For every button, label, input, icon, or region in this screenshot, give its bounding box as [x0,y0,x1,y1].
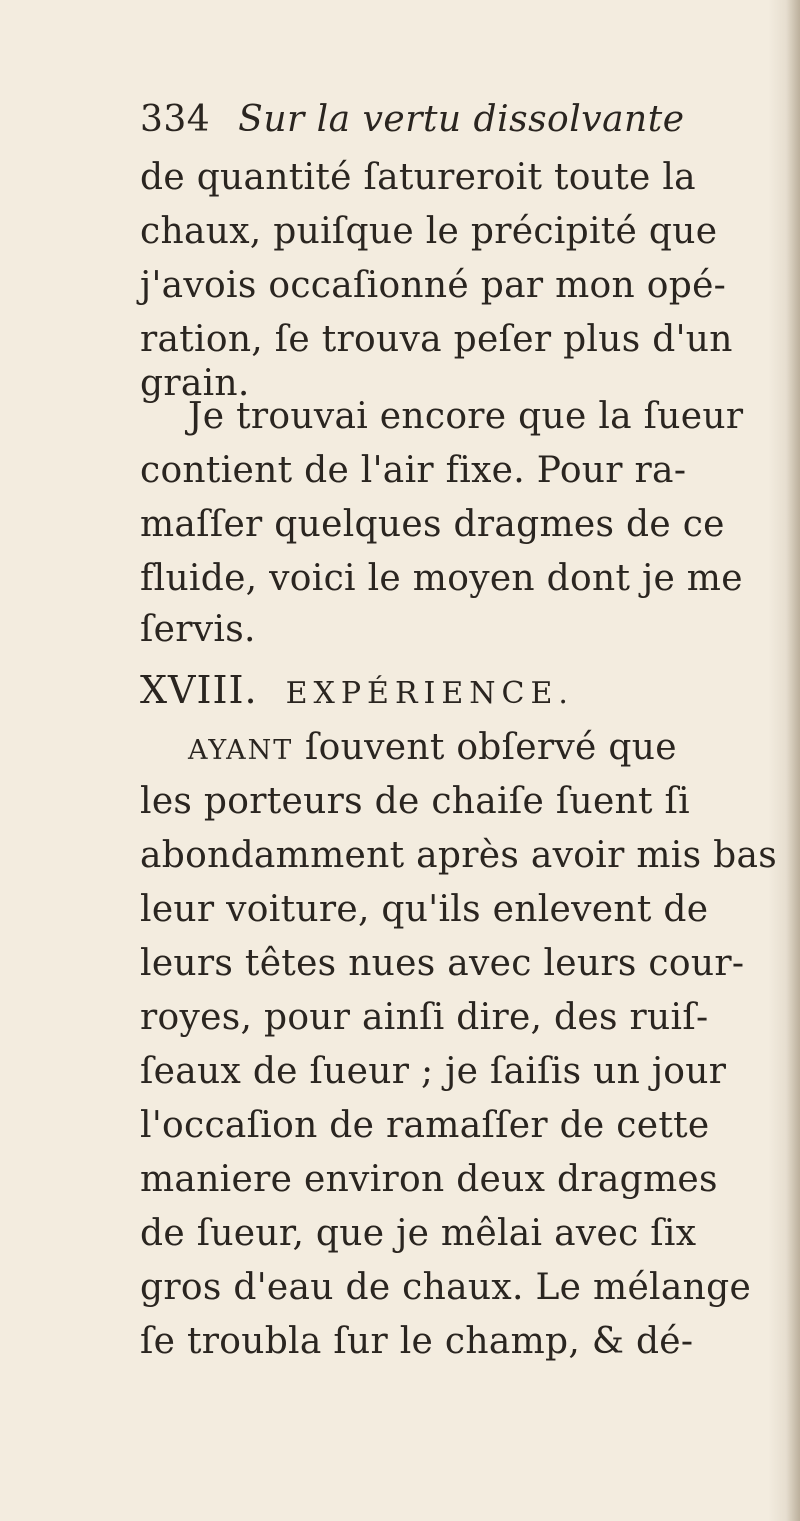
text-line-rest: ſouvent obſervé que [293,727,677,768]
text-line: les porteurs de chaiſe ſuent ſi [140,781,690,822]
text-line: l'occaſion de ramaſſer de cette [140,1105,710,1146]
text-line: leurs têtes nues avec leurs cour- [140,943,745,984]
text-line: Je trouvai encore que la ſueur [188,396,744,437]
text-line: grain. [140,363,250,404]
text-line: maniere environ deux dragmes [140,1159,718,1200]
text-line: leur voiture, qu'ils enlevent de [140,889,709,930]
text-line: chaux, puiſque le précipité que [140,211,718,252]
text-line: de ſueur, que je mêlai avec ſix [140,1213,697,1254]
section-title: EXPÉRIENCE. [285,676,574,711]
text-line: contient de l'air fixe. Pour ra- [140,450,687,491]
text-line: ſe troubla ſur le champ, & dé- [140,1321,694,1362]
text-line: de quantité ſatureroit toute la [140,157,696,198]
page-number: 334 [140,99,211,140]
running-title: Sur la vertu dissolvante [238,99,685,140]
text-line: ſervis. [140,609,256,650]
initial-word: AYANT [188,735,294,766]
text-line: fluide, voici le moyen dont je me [140,558,743,599]
text-line: ſeaux de ſueur ; je ſaiſis un jour [140,1051,727,1092]
text-line: gros d'eau de chaux. Le mélange [140,1267,752,1308]
text-line: maſſer quelques dragmes de ce [140,504,725,545]
page-header [140,98,685,142]
text-line [188,726,677,773]
text-line: ration, ſe trouva peſer plus d'un [140,319,733,360]
section-heading [140,666,574,718]
text-line: royes, pour ainſi dire, des ruiſ- [140,997,709,1038]
text-line: j'avois occaſionné par mon opé- [140,265,727,306]
text-line: abondamment après avoir mis bas [140,835,777,876]
section-numeral: XVIII. [140,668,258,712]
page-edge-shadow [786,0,800,1521]
